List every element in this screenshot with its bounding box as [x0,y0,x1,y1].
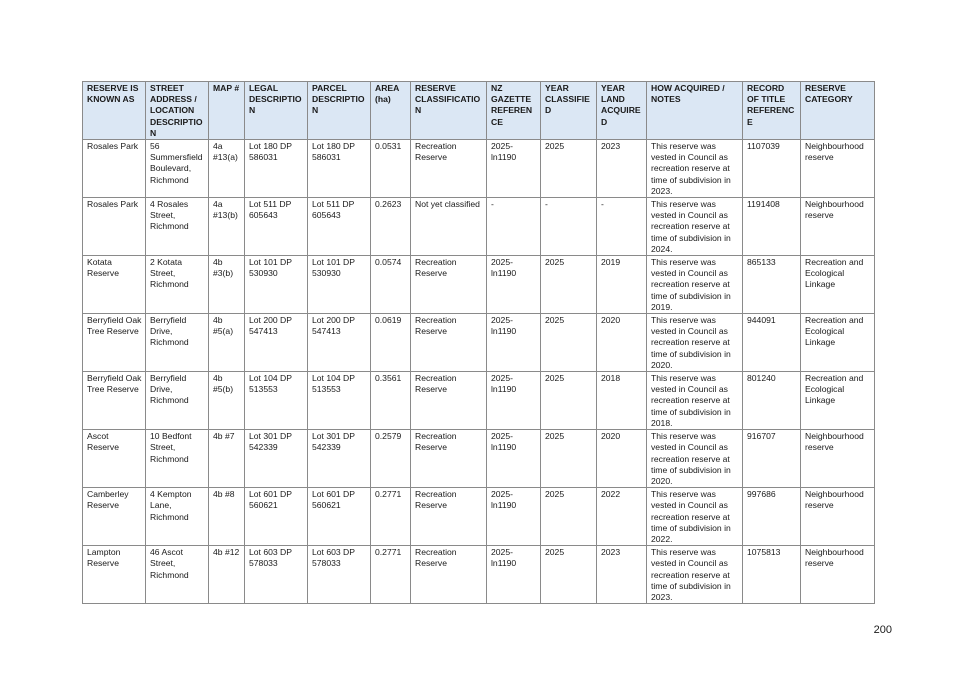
cell-reserve-name: Kotata Reserve [83,256,146,314]
cell-legal-description: Lot 180 DP 586031 [245,140,308,198]
cell-reserve-category: Neighbourhood reserve [801,140,875,198]
cell-reserve-classification: Recreation Reserve [411,314,487,372]
cell-map-number: 4b #12 [209,546,245,604]
cell-area: 0.2579 [371,430,411,488]
cell-map-number: 4b #7 [209,430,245,488]
header-reserve-category: RESERVE CATEGORY [801,82,875,140]
header-area: AREA (ha) [371,82,411,140]
cell-year-acquired: 2020 [597,430,647,488]
cell-reserve-category: Recreation and Ecological Linkage [801,372,875,430]
cell-reserve-name: Rosales Park [83,140,146,198]
table-row [83,546,875,604]
cell-parcel-description: Lot 511 DP 605643 [308,198,371,256]
cell-how-acquired: This reserve was vested in Council as recreation reserve at time of subdivision in 2023. [647,140,743,198]
header-street-address: STREET ADDRESS / LOCATION DESCRIPTION [146,82,209,140]
cell-reserve-classification: Recreation Reserve [411,140,487,198]
cell-map-number: 4b #8 [209,488,245,546]
cell-title-reference: 1107039 [743,140,801,198]
cell-how-acquired: This reserve was vested in Council as recreation reserve at time of subdivision in 2019. [647,256,743,314]
cell-area: 0.2771 [371,488,411,546]
cell-parcel-description: Lot 601 DP 560621 [308,488,371,546]
cell-title-reference: 997686 [743,488,801,546]
cell-legal-description: Lot 200 DP 547413 [245,314,308,372]
table-row [83,430,875,488]
header-reserve-name: RESERVE IS KNOWN AS [83,82,146,140]
cell-title-reference: 865133 [743,256,801,314]
cell-year-acquired: 2018 [597,372,647,430]
table-body [83,140,875,604]
cell-street-address: 2 Kotata Street, Richmond [146,256,209,314]
table-header [83,82,875,140]
cell-parcel-description: Lot 104 DP 513553 [308,372,371,430]
cell-reserve-category: Neighbourhood reserve [801,488,875,546]
cell-map-number: 4b #5(a) [209,314,245,372]
cell-how-acquired: This reserve was vested in Council as recreation reserve at time of subdivision in 2020. [647,430,743,488]
cell-how-acquired: This reserve was vested in Council as recreation reserve at time of subdivision in 2020. [647,314,743,372]
cell-title-reference: 1191408 [743,198,801,256]
cell-gazette-reference: 2025-ln1190 [487,372,541,430]
cell-gazette-reference: 2025-ln1190 [487,546,541,604]
cell-reserve-classification: Not yet classified [411,198,487,256]
cell-reserve-name: Lampton Reserve [83,546,146,604]
header-gazette-reference: NZ GAZETTE REFERENCE [487,82,541,140]
cell-reserve-classification: Recreation Reserve [411,430,487,488]
cell-year-acquired: 2023 [597,140,647,198]
cell-map-number: 4a #13(a) [209,140,245,198]
cell-parcel-description: Lot 101 DP 530930 [308,256,371,314]
cell-year-acquired: 2019 [597,256,647,314]
cell-reserve-name: Ascot Reserve [83,430,146,488]
cell-area: 0.2771 [371,546,411,604]
cell-year-acquired: 2023 [597,546,647,604]
cell-reserve-category: Neighbourhood reserve [801,430,875,488]
cell-legal-description: Lot 104 DP 513553 [245,372,308,430]
table-row [83,140,875,198]
cell-how-acquired: This reserve was vested in Council as recreation reserve at time of subdivision in 2022. [647,488,743,546]
cell-gazette-reference: - [487,198,541,256]
cell-year-classified: 2025 [541,314,597,372]
cell-street-address: Berryfield Drive, Richmond [146,372,209,430]
cell-reserve-name: Camberley Reserve [83,488,146,546]
header-parcel-description: PARCEL DESCRIPTION [308,82,371,140]
cell-title-reference: 801240 [743,372,801,430]
cell-how-acquired: This reserve was vested in Council as recreation reserve at time of subdivision in 2023. [647,546,743,604]
cell-reserve-category: Recreation and Ecological Linkage [801,314,875,372]
cell-legal-description: Lot 101 DP 530930 [245,256,308,314]
cell-year-classified: 2025 [541,546,597,604]
cell-street-address: 56 Summersfield Boulevard, Richmond [146,140,209,198]
cell-area: 0.0531 [371,140,411,198]
cell-reserve-category: Recreation and Ecological Linkage [801,256,875,314]
cell-year-classified: 2025 [541,372,597,430]
cell-reserve-category: Neighbourhood reserve [801,546,875,604]
header-map-number: MAP # [209,82,245,140]
cell-reserve-name: Berryfield Oak Tree Reserve [83,314,146,372]
cell-gazette-reference: 2025-ln1190 [487,430,541,488]
cell-map-number: 4b #3(b) [209,256,245,314]
cell-title-reference: 1075813 [743,546,801,604]
header-year-classified: YEAR CLASSIFIED [541,82,597,140]
cell-year-classified: 2025 [541,256,597,314]
cell-map-number: 4b #5(b) [209,372,245,430]
cell-map-number: 4a #13(b) [209,198,245,256]
cell-street-address: 10 Bedfont Street, Richmond [146,430,209,488]
cell-year-classified: 2025 [541,140,597,198]
cell-parcel-description: Lot 200 DP 547413 [308,314,371,372]
page-number: 200 [873,624,892,636]
cell-gazette-reference: 2025-ln1190 [487,140,541,198]
header-reserve-classification: RESERVE CLASSIFICATION [411,82,487,140]
cell-parcel-description: Lot 301 DP 542339 [308,430,371,488]
cell-street-address: 4 Kempton Lane, Richmond [146,488,209,546]
cell-street-address: 46 Ascot Street, Richmond [146,546,209,604]
header-legal-description: LEGAL DESCRIPTION [245,82,308,140]
cell-title-reference: 944091 [743,314,801,372]
table-row [83,198,875,256]
cell-how-acquired: This reserve was vested in Council as recreation reserve at time of subdivision in 2024. [647,198,743,256]
cell-reserve-name: Berryfield Oak Tree Reserve [83,372,146,430]
cell-gazette-reference: 2025-ln1190 [487,314,541,372]
cell-legal-description: Lot 603 DP 578033 [245,546,308,604]
cell-reserve-classification: Recreation Reserve [411,488,487,546]
cell-how-acquired: This reserve was vested in Council as recreation reserve at time of subdivision in 2018. [647,372,743,430]
table-row [83,372,875,430]
cell-area: 0.2623 [371,198,411,256]
cell-area: 0.0619 [371,314,411,372]
cell-reserve-classification: Recreation Reserve [411,256,487,314]
header-year-acquired: YEAR LAND ACQUIRED [597,82,647,140]
cell-reserve-classification: Recreation Reserve [411,546,487,604]
cell-legal-description: Lot 601 DP 560621 [245,488,308,546]
header-row [83,82,875,140]
cell-title-reference: 916707 [743,430,801,488]
table-row [83,488,875,546]
cell-year-acquired: 2020 [597,314,647,372]
cell-reserve-classification: Recreation Reserve [411,372,487,430]
cell-year-classified: - [541,198,597,256]
cell-area: 0.0574 [371,256,411,314]
cell-parcel-description: Lot 603 DP 578033 [308,546,371,604]
cell-street-address: Berryfield Drive, Richmond [146,314,209,372]
cell-year-classified: 2025 [541,430,597,488]
header-how-acquired: HOW ACQUIRED / NOTES [647,82,743,140]
cell-year-acquired: - [597,198,647,256]
cell-reserve-name: Rosales Park [83,198,146,256]
cell-street-address: 4 Rosales Street, Richmond [146,198,209,256]
cell-legal-description: Lot 511 DP 605643 [245,198,308,256]
cell-gazette-reference: 2025-ln1190 [487,488,541,546]
cell-gazette-reference: 2025-ln1190 [487,256,541,314]
cell-year-classified: 2025 [541,488,597,546]
cell-parcel-description: Lot 180 DP 586031 [308,140,371,198]
cell-legal-description: Lot 301 DP 542339 [245,430,308,488]
header-title-reference: RECORD OF TITLE REFERENCE [743,82,801,140]
reserves-table [82,81,875,604]
cell-reserve-category: Neighbourhood reserve [801,198,875,256]
cell-area: 0.3561 [371,372,411,430]
table-row [83,314,875,372]
table-row [83,256,875,314]
cell-year-acquired: 2022 [597,488,647,546]
